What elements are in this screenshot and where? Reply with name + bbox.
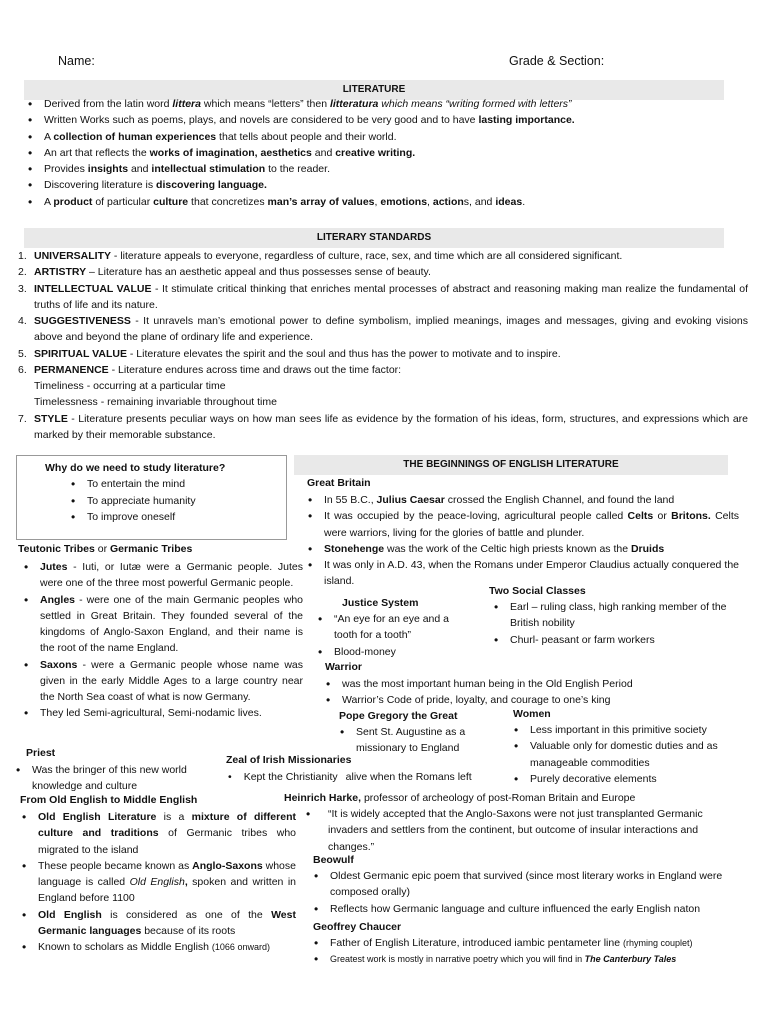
pope-heading: Pope Gregory the Great [339, 710, 458, 722]
why-study-title: Why do we need to study literature? [45, 462, 226, 474]
standard-text: - Literature endures across time and draws out the time factor: [108, 363, 402, 376]
teutonic-list [18, 559, 303, 722]
old-to-middle-item: • Old English is considered as one of the West Germanic languages because of its roots [16, 907, 296, 940]
zeal-bullet: • [228, 771, 232, 783]
literature-item: • Written Works such as poems, plays, and novels are considered to be very good and to have lasting importance. [22, 112, 722, 128]
standard-term: UNIVERSALITY [34, 250, 112, 262]
standard-number: 3. [18, 282, 27, 295]
women-list [508, 722, 748, 787]
standard-item [16, 248, 748, 264]
pope-list [334, 724, 494, 757]
standard-term: SPIRITUAL VALUE [34, 347, 127, 360]
permanence-subitem: Timelessness - remaining invariable throughout time [34, 396, 277, 409]
old-to-middle-item: • Known to scholars as Middle English (1066 onward) [16, 939, 296, 955]
tribe-item: • Angles - were one of the main Germanic peoples who settled in Great Britain. They founded several of the kingdoms of Anglo-Saxon England, and their name is the root of the name England. [18, 592, 303, 657]
teutonic-title-a: Teutonic Tribes [18, 543, 95, 555]
standard-text: - Literature presents peculiar ways on how man sees life as evidence by the formation of his ideas, form, structures, and expressions which are marked by their memorable substance. [34, 412, 748, 441]
justice-heading: Justice System [342, 597, 419, 609]
harke-line [284, 790, 635, 806]
standard-text: - Literature elevates the spirit and the soul and thus has the power to motivate and to inspire. [126, 347, 561, 360]
great-britain-item: • It was only in A.D. 43, when the Romans under Emperor Claudius actually conquered the island. [302, 557, 739, 590]
standard-text: – Literature has an aesthetic appeal and thus possesses sense of beauty. [86, 266, 431, 279]
why-study-item: • To improve oneself [65, 509, 286, 525]
great-britain-item: • In 55 B.C., Julius Caesar crossed the English Channel, and found the land [302, 492, 739, 508]
literature-item: • Provides insights and intellectual stimulation to the reader. [22, 161, 722, 177]
standards-list [16, 248, 748, 443]
why-study-list [17, 476, 286, 525]
standard-item [16, 362, 748, 378]
harke-quote-list [300, 806, 745, 855]
great-britain-item: • It was occupied by the peace-loving, agricultural people called Celts or Britons. Celts were warriors, living for the glories of battle and plunder. [302, 508, 739, 541]
why-study-item: • To appreciate humanity [65, 493, 286, 509]
warrior-item: • was the most important human being in the Old English Period [320, 676, 740, 692]
beowulf-item: • Oldest Germanic epic poem that survived (since most literary works in England were composed orally) [308, 868, 748, 901]
standard-number: 6. [18, 363, 27, 376]
pope-item: • Sent St. Augustine as a missionary to England [334, 724, 494, 757]
beowulf-list [308, 868, 748, 917]
priest-item: • Was the bringer of this new world knowledge and culture [10, 762, 222, 795]
justice-item: • Blood-money [312, 644, 472, 660]
great-britain-list [302, 492, 739, 590]
grade-section-label: Grade & Section: [509, 54, 605, 68]
women-item: • Less important in this primitive society [508, 722, 748, 738]
great-britain-heading: Great Britain [307, 477, 371, 489]
zeal-heading: Zeal of Irish Missionaries [226, 754, 352, 766]
standards-heading: LITERARY STANDARDS [24, 228, 724, 248]
standard-item [16, 264, 748, 280]
standard-text: - It stimulate critical thinking that enriches mental processes of abstract and reasoning making man realize the fundamental of truths of life and its nature. [34, 282, 748, 311]
teutonic-title-b: Germanic Tribes [110, 543, 193, 555]
standard-item [16, 346, 748, 362]
tribe-item: • Jutes - Iuti, or Iutæ were a Germanic people. Jutes were one of the three most powerful Germanic people. [18, 559, 303, 592]
literature-list [22, 96, 722, 210]
beginnings-heading: THE BEGINNINGS OF ENGLISH LITERATURE [294, 455, 728, 475]
standard-term: PERMANENCE [34, 363, 109, 376]
warrior-list [320, 676, 740, 709]
standard-number: 4. [18, 315, 27, 328]
chaucer-item: • Greatest work is mostly in narrative poetry which you will find in The Canterbury Tales [308, 951, 748, 967]
social-class-item: • Earl – ruling class, high ranking member of the British nobility [488, 599, 758, 632]
name-label: Name: [58, 54, 95, 68]
literature-item: • Derived from the latin word littera which means “letters” then litteratura which means “writing formed with letters” [22, 96, 722, 112]
zeal-item [228, 769, 472, 785]
old-to-middle-heading: From Old English to Middle English [20, 794, 198, 806]
zeal-text-b: alive when the Romans left [345, 771, 472, 783]
harke-quote: • “It is widely accepted that the Anglo-Saxons were not just transplanted Germanic invaders and settlers from the continent, but outcome of insular interactions and changes.” [300, 806, 745, 855]
literature-item: • Discovering literature is discovering language. [22, 177, 722, 193]
harke-name: Heinrich Harke, [284, 792, 362, 804]
chaucer-item: • Father of English Literature, introduced iambic pentameter line (rhyming couplet) [308, 935, 748, 951]
literature-heading: LITERATURE [24, 80, 724, 100]
warrior-heading: Warrior [325, 661, 362, 673]
social-class-item: • Churl- peasant or farm workers [488, 632, 758, 648]
standard-item [16, 281, 748, 314]
priest-heading: Priest [26, 747, 56, 759]
standard-term: ARTISTRY [34, 266, 87, 279]
why-study-box [16, 455, 287, 540]
literature-item: • A product of particular culture that concretizes man’s array of values, emotions, actions, and ideas. [22, 194, 722, 210]
old-to-middle-item: • These people became known as Anglo-Saxons whose language is called Old English, spoken and written in England before 1100 [16, 858, 296, 907]
warrior-item: • Warrior’s Code of pride, loyalty, and courage to one’s king [320, 692, 740, 708]
literature-item: • An art that reflects the works of imagination, aesthetics and creative writing. [22, 145, 722, 161]
standard-number: 5. [18, 347, 27, 360]
chaucer-list [308, 935, 748, 968]
standard-term: SUGGESTIVENESS [34, 315, 131, 328]
justice-list [312, 611, 472, 660]
beowulf-item: • Reflects how Germanic language and culture influenced the early English naton [308, 901, 748, 917]
standard-text: - literature appeals to everyone, regardless of culture, race, sex, and time which are all considered significant. [111, 250, 623, 262]
standard-number: 1. [18, 250, 27, 262]
justice-item: • “An eye for an eye and a tooth for a tooth” [312, 611, 472, 644]
standard-number: 2. [18, 266, 27, 279]
standard-term: STYLE [34, 412, 68, 425]
zeal-text-a: Kept the Christianity [243, 771, 338, 783]
women-heading: Women [513, 708, 551, 720]
tribe-item: • Saxons - were a Germanic people whose name was given in the early Middle Ages to a large country near the North Sea coast of what is now Germany. [18, 657, 303, 706]
literature-item: • A collection of human experiences that tells about people and their world. [22, 129, 722, 145]
chaucer-heading: Geoffrey Chaucer [313, 921, 402, 933]
permanence-subitem: Timeliness - occurring at a particular time [34, 380, 226, 393]
standard-number: 7. [18, 412, 27, 425]
standard-term: INTELLECTUAL VALUE [34, 282, 152, 295]
harke-role: professor of archeology of post-Roman Britain and Europe [361, 792, 636, 804]
why-study-item: • To entertain the mind [65, 476, 286, 492]
two-classes-heading: Two Social Classes [489, 585, 586, 597]
tribe-item: • They led Semi-agricultural, Semi-nodamic lives. [18, 705, 303, 721]
beowulf-heading: Beowulf [313, 854, 354, 866]
standard-item [16, 313, 748, 346]
teutonic-title-or: or [94, 543, 110, 555]
old-to-middle-list [16, 809, 296, 955]
priest-list [10, 762, 222, 795]
standard-text: - It unravels man’s emotional power to define symbolism, implied meanings, images and messages, giving and evoking visions above and beyond the plane of ordinary life and experience. [34, 315, 748, 344]
great-britain-item: • Stonehenge was the work of the Celtic high priests known as the Druids [302, 541, 739, 557]
two-classes-list [488, 599, 758, 648]
old-to-middle-item: • Old English Literature is a mixture of different culture and traditions of Germanic tribes who migrated to the island [16, 809, 296, 858]
teutonic-heading [18, 541, 192, 557]
standard-item [16, 411, 748, 444]
women-item: • Purely decorative elements [508, 771, 748, 787]
women-item: • Valuable only for domestic duties and as manageable commodities [508, 738, 748, 771]
